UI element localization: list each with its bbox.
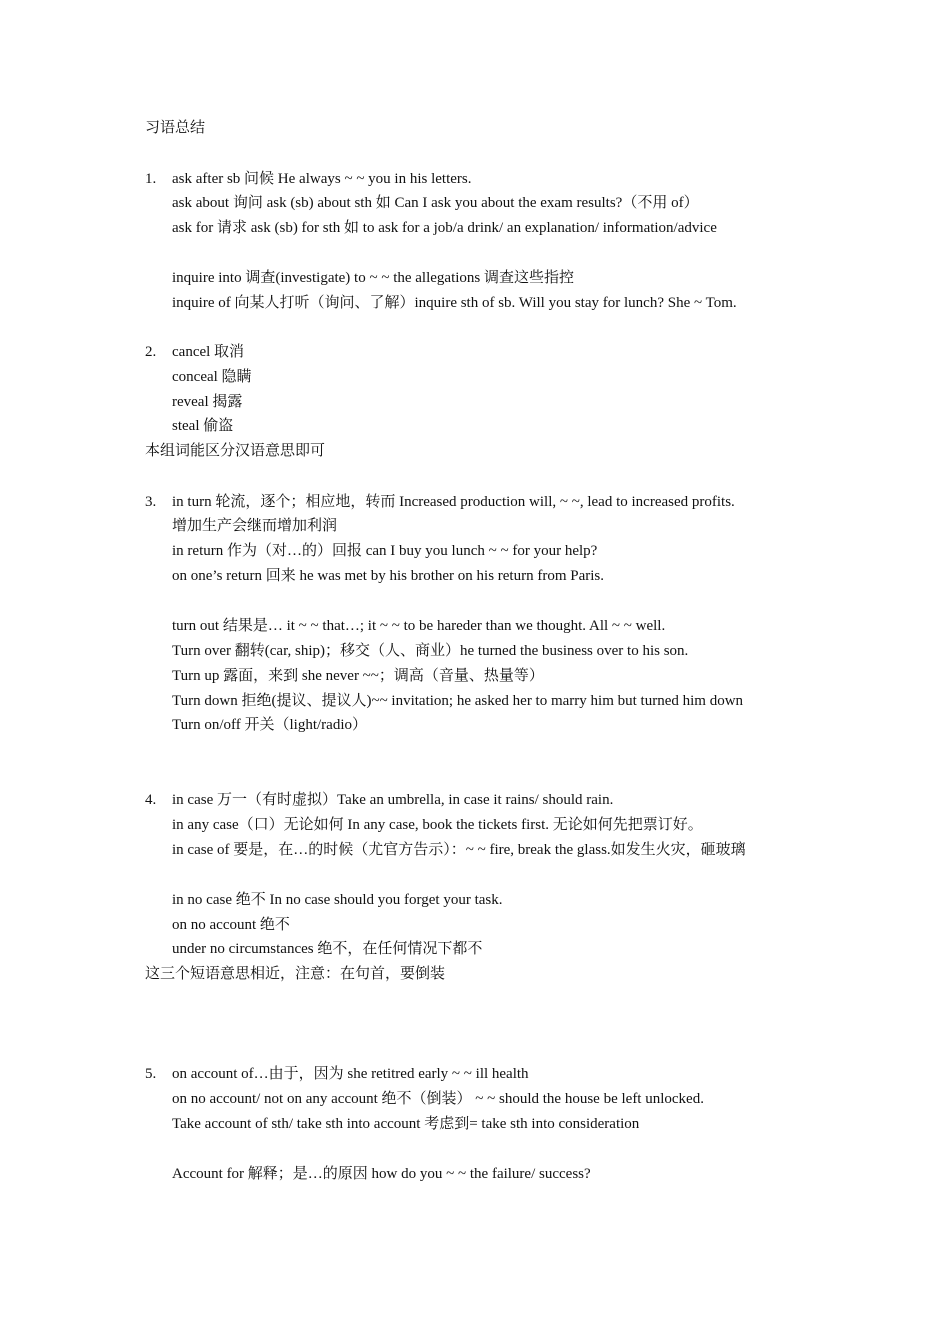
entry-line: ask for 请求 ask (sb) for sth 如 to ask for a job/a drink/ an explanation/ information/advice (172, 220, 717, 236)
entry-line: Turn on/off 开关（light/radio） (172, 717, 368, 733)
entry-line: in case 万一（有时虚拟）Take an umbrella, in case it rains/ should rain. (172, 792, 614, 808)
entry-line: Turn down 拒绝(提议、提议人)~~ invitation; he asked her to marry him but turned him down (172, 693, 744, 709)
entry-line: Turn up 露面，来到 she never ~~；调高（音量、热量等） (172, 668, 544, 684)
entry-line: inquire into 调查(investigate) to ~ ~ the allegations 调查这些指控 (172, 270, 574, 286)
entry-line: ask after sb 问候 He always ~ ~ you in his letters. (172, 171, 472, 187)
section-number: 4. (145, 792, 157, 808)
entry-line: inquire of 向某人打听（询问、了解）inquire sth of sb. Will you stay for lunch? She ~ Tom. (172, 295, 737, 311)
entry-line: reveal 揭露 (172, 394, 243, 410)
entry-line: turn out 结果是… it ~ ~ that…; it ~ ~ to be hareder than we thought. All ~ ~ well. (172, 618, 666, 634)
entry-line: steal 偷盗 (172, 418, 234, 434)
entry-line: Turn over 翻转(car, ship)；移交（人、商业）he turned the business over to his son. (172, 643, 689, 659)
entry-line: on one’s return 回来 he was met by his brother on his return from Paris. (172, 568, 605, 584)
entry-line: in turn 轮流，逐个；相应地，转而 Increased production will, ~ ~, lead to increased profits. (172, 494, 735, 510)
entry-line: ask about 询问 ask (sb) about sth 如 Can I ask you about the exam results?（不用 of） (172, 195, 699, 211)
section-number: 1. (145, 171, 157, 187)
entry-line: Account for 解释；是…的原因 how do you ~ ~ the failure/ success? (172, 1166, 591, 1182)
section-number: 5. (145, 1066, 157, 1082)
entry-line: in return 作为（对…的）回报 can I buy you lunch ~ ~ for your help? (172, 543, 598, 559)
entry-line: 增加生产会继而增加利润 (172, 518, 338, 534)
section-note: 本组词能区分汉语意思即可 (145, 443, 326, 459)
entry-line: in case of 要是，在…的时候（尤官方告示）：~ ~ fire, break the glass.如发生火灾，砸玻璃 (172, 842, 746, 858)
entry-line: in any case（口）无论如何 In any case, book the tickets first. 无论如何先把票订好。 (172, 817, 703, 833)
section-number: 3. (145, 494, 157, 510)
entry-line: Take account of sth/ take sth into account 考虑到= take sth into consideration (172, 1116, 640, 1132)
entry-line: on account of…由于，因为 she retitred early ~ ~ ill health (172, 1066, 529, 1082)
entry-line: cancel 取消 (172, 344, 245, 360)
document-title: 习语总结 (145, 120, 206, 136)
entry-line: on no account/ not on any account 绝不（倒装） ~ ~ should the house be left unlocked. (172, 1091, 704, 1107)
section-note: 这三个短语意思相近，注意：在句首，要倒装 (145, 966, 446, 982)
entry-line: conceal 隐瞒 (172, 369, 252, 385)
section-number: 2. (145, 344, 157, 360)
entry-line: in no case 绝不 In no case should you forget your task. (172, 892, 503, 908)
entry-line: on no account 绝不 (172, 917, 290, 933)
entry-line: under no circumstances 绝不，在任何情况下都不 (172, 941, 483, 957)
